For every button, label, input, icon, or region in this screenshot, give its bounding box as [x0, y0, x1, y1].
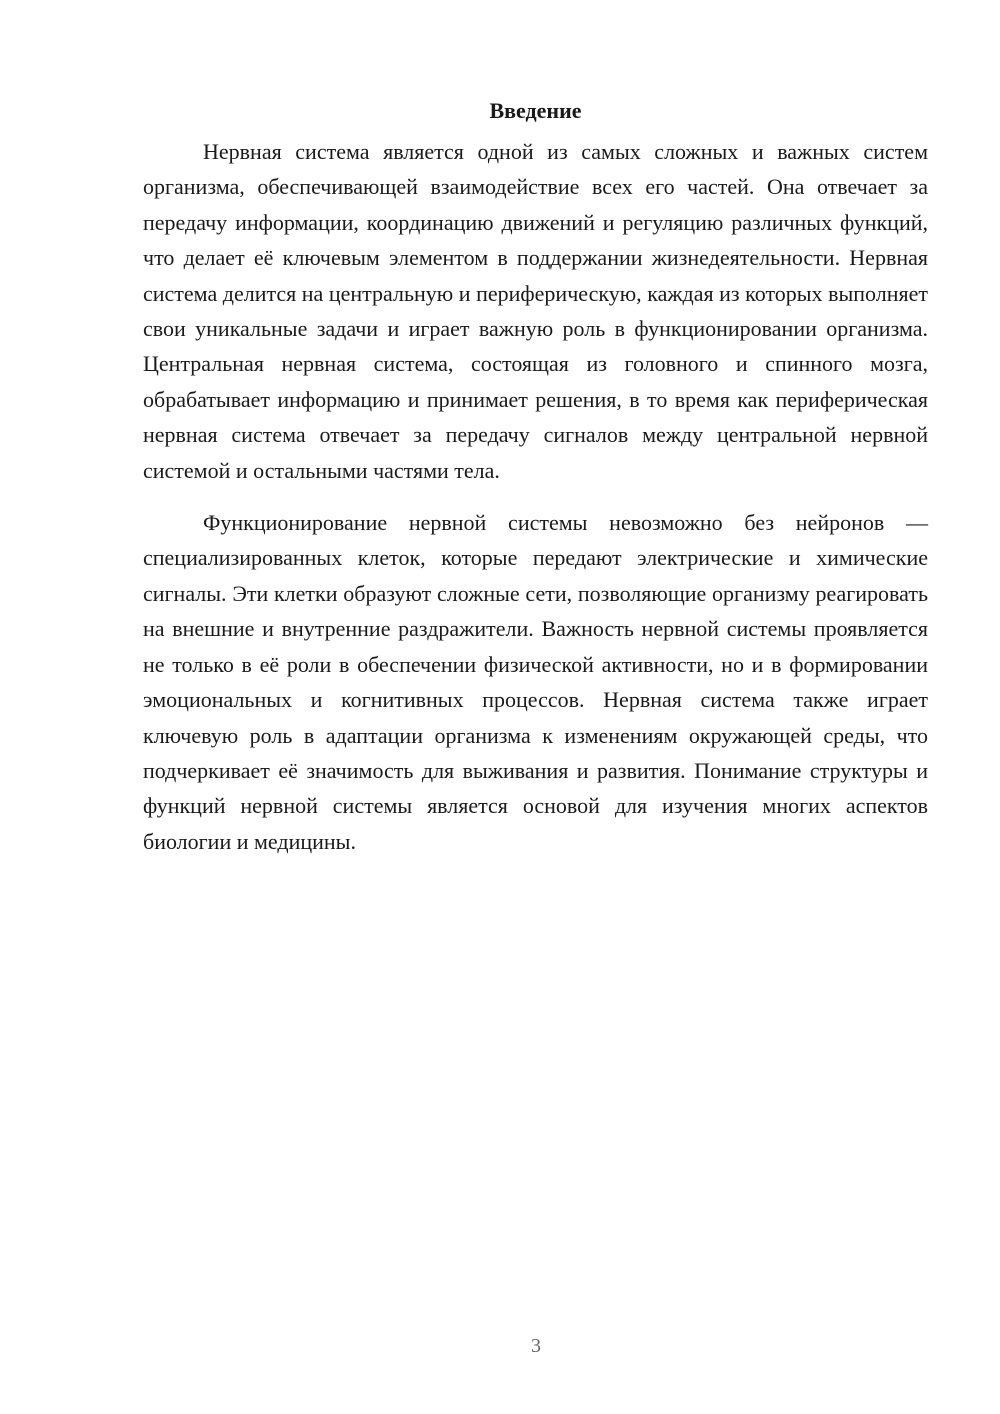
page-content	[143, 96, 928, 876]
paragraph-2: Функционирование нервной системы невозможно без нейронов — специализированных клеток, которые передают электрические и химические сигналы. Эти клетки образуют сложные сети, позволяющие организму реагировать на внешние и внутренние раздражители. Важность нервной системы проявляется не только в её роли в обеспечении физической активности, но и в формировании эмоциональных и когнитивных процессов. Нервная система также играет ключевую роль в адаптации организма к изменениям окружающей среды, что подчеркивает её значимость для выживания и развития. Понимание структуры и функций нервной системы является основой для изучения многих аспектов биологии и медицины.	[143, 510, 928, 854]
section-heading: Введение	[489, 98, 582, 123]
paragraph-1: Нервная система является одной из самых сложных и важных систем организма, обеспечивающей взаимодействие всех его частей. Она отвечает за передачу информации, координацию движений и регуляцию различных функций, что делает её ключевым элементом в поддержании жизнедеятельности. Нервная система делится на центральную и периферическую, каждая из которых выполняет свои уникальные задачи и играет важную роль в функционировании организма. Центральная нервная система, состоящая из головного и спинного мозга, обрабатывает информацию и принимает решения, в то время как периферическая нервная система отвечает за передачу сигналов между центральной нервной системой и остальными частями тела.	[143, 139, 928, 483]
page-number: 3	[531, 1335, 541, 1357]
